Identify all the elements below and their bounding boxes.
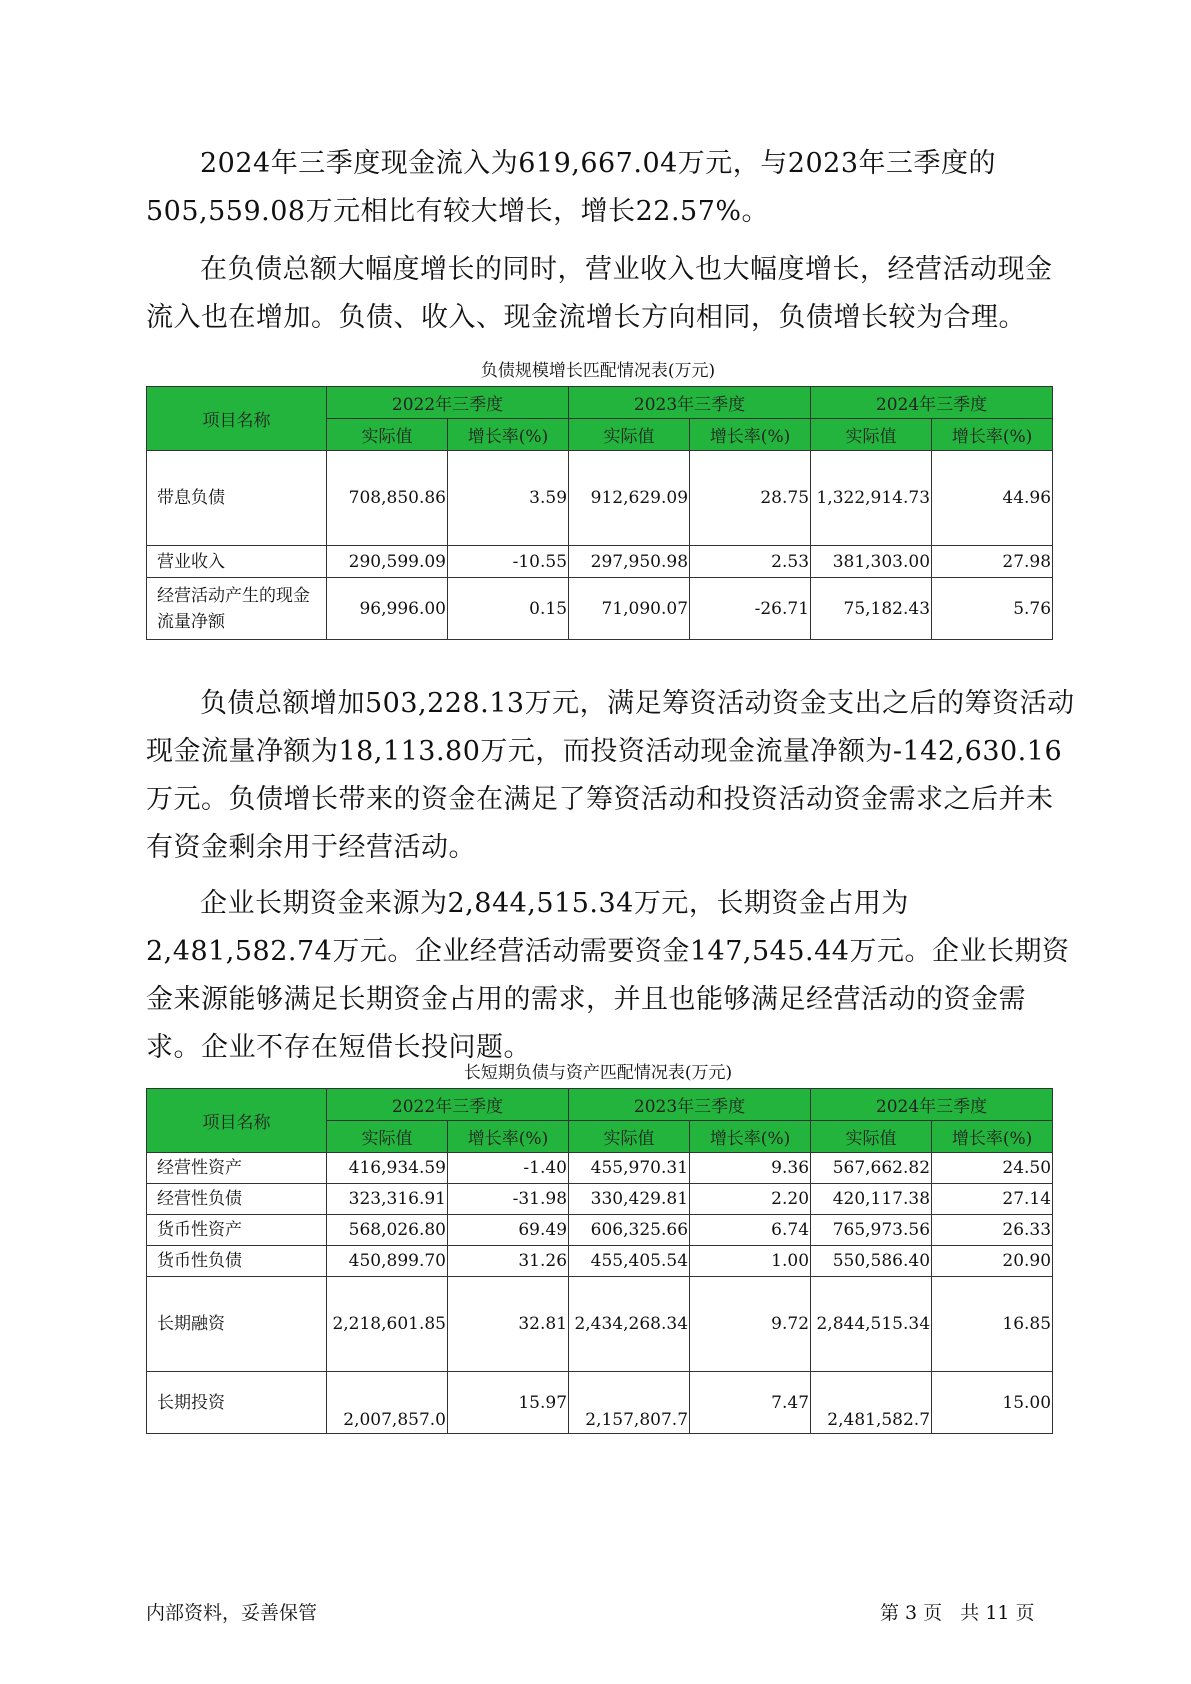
cell-value: 9.36 (690, 1153, 811, 1184)
cell-value: 708,850.86 (327, 451, 448, 546)
cell-value: 24.50 (932, 1153, 1053, 1184)
cell-value: 20.90 (932, 1246, 1053, 1277)
cell-value: 26.33 (932, 1215, 1053, 1246)
cell-value: 330,429.81 (569, 1184, 690, 1215)
cell-value: 27.14 (932, 1184, 1053, 1215)
cell-value: 2,007,857.0 (327, 1372, 448, 1434)
cell-value: 550,586.40 (811, 1246, 932, 1277)
table-row (147, 1184, 1053, 1215)
footer-confidential-note: 内部资料，妥善保管 (146, 1602, 318, 1624)
cell-value: -31.98 (448, 1184, 569, 1215)
header-period: 2024年三季度 (811, 387, 1053, 419)
row-label: 带息负债 (147, 451, 327, 546)
cell-value: 75,182.43 (811, 578, 932, 640)
row-label: 长期投资 (147, 1372, 327, 1434)
debt-growth-table (146, 386, 1053, 640)
table-row (147, 1277, 1053, 1372)
asset-liability-match-table (146, 1088, 1053, 1434)
cell-value: 15.00 (932, 1372, 1053, 1434)
header-item-name: 项目名称 (147, 1089, 327, 1153)
table2-caption: 长短期负债与资产匹配情况表(万元) (463, 1063, 733, 1083)
cell-value: 912,629.09 (569, 451, 690, 546)
header-period: 2024年三季度 (811, 1089, 1053, 1121)
cell-value: 606,325.66 (569, 1215, 690, 1246)
header-actual: 实际值 (327, 1121, 448, 1153)
row-label: 经营性资产 (147, 1153, 327, 1184)
row-label: 长期融资 (147, 1277, 327, 1372)
table-row (147, 1153, 1053, 1184)
cell-value: 2.53 (690, 546, 811, 578)
cell-value: 0.15 (448, 578, 569, 640)
header-period: 2023年三季度 (569, 1089, 811, 1121)
header-actual: 实际值 (569, 419, 690, 451)
table-row (147, 546, 1053, 578)
header-growth: 增长率(%) (932, 1121, 1053, 1153)
header-period: 2022年三季度 (327, 387, 569, 419)
cell-value: 32.81 (448, 1277, 569, 1372)
header-actual: 实际值 (327, 419, 448, 451)
header-growth: 增长率(%) (448, 419, 569, 451)
cell-value: 568,026.80 (327, 1215, 448, 1246)
cell-value: 9.72 (690, 1277, 811, 1372)
header-growth: 增长率(%) (932, 419, 1053, 451)
table-row (147, 1246, 1053, 1277)
cell-value: 290,599.09 (327, 546, 448, 578)
table-row (147, 1215, 1053, 1246)
table1-caption: 负债规模增长匹配情况表(万元) (480, 361, 716, 381)
header-actual: 实际值 (811, 419, 932, 451)
footer-page-number: 第 3 页 共 11 页 (880, 1602, 1035, 1624)
row-label: 营业收入 (147, 546, 327, 578)
cell-value: 27.98 (932, 546, 1053, 578)
cell-value: 7.47 (690, 1372, 811, 1434)
cell-value: 567,662.82 (811, 1153, 932, 1184)
cell-value: 2.20 (690, 1184, 811, 1215)
paragraph-debt-growth: 在负债总额大幅度增长的同时，营业收入也大幅度增长，经营活动现金流入也在增加。负债、收入、现金流增长方向相同，负债增长较为合理。 (146, 254, 1053, 333)
cell-value: -10.55 (448, 546, 569, 578)
row-label: 经营性负债 (147, 1184, 327, 1215)
header-period: 2023年三季度 (569, 387, 811, 419)
cell-value: 15.97 (448, 1372, 569, 1434)
cell-value: 455,405.54 (569, 1246, 690, 1277)
paragraph-long-term-funds: 企业长期资金来源为2,844,515.34万元，长期资金占用为2,481,582.74万元。企业经营活动需要资金147,545.44万元。企业长期资金来源能够满足长期资金占用的需求，并且也能够满足经营活动的资金需求。企业不存在短借长投问题。 (146, 888, 1070, 1063)
cell-value: 2,481,582.7 (811, 1372, 932, 1434)
cell-value: -1.40 (448, 1153, 569, 1184)
header-item-name: 项目名称 (147, 387, 327, 451)
cell-value: 2,844,515.34 (811, 1277, 932, 1372)
row-label: 货币性负债 (147, 1246, 327, 1277)
cell-value: 416,934.59 (327, 1153, 448, 1184)
cell-value: 1.00 (690, 1246, 811, 1277)
cell-value: 1,322,914.73 (811, 451, 932, 546)
cell-value: 44.96 (932, 451, 1053, 546)
table-row (147, 1372, 1053, 1434)
header-actual: 实际值 (811, 1121, 932, 1153)
paragraph-debt-increase: 负债总额增加503,228.13万元，满足筹资活动资金支出之后的筹资活动现金流量净额为18,113.80万元，而投资活动现金流量净额为-142,630.16万元。负债增长带来的资金在满足了筹资活动和投资活动资金需求之后并未有资金剩余用于经营活动。 (146, 688, 1075, 863)
cell-value: 2,157,807.7 (569, 1372, 690, 1434)
cell-value: 455,970.31 (569, 1153, 690, 1184)
row-label: 经营活动产生的现金流量净额 (147, 578, 327, 640)
cell-value: 765,973.56 (811, 1215, 932, 1246)
table-row (147, 451, 1053, 546)
header-growth: 增长率(%) (690, 1121, 811, 1153)
cell-value: 450,899.70 (327, 1246, 448, 1277)
header-actual: 实际值 (569, 1121, 690, 1153)
cell-value: 420,117.38 (811, 1184, 932, 1215)
cell-value: -26.71 (690, 578, 811, 640)
cell-value: 2,434,268.34 (569, 1277, 690, 1372)
table-row (147, 578, 1053, 640)
cell-value: 16.85 (932, 1277, 1053, 1372)
cell-value: 2,218,601.85 (327, 1277, 448, 1372)
cell-value: 71,090.07 (569, 578, 690, 640)
cell-value: 381,303.00 (811, 546, 932, 578)
cell-value: 297,950.98 (569, 546, 690, 578)
paragraph-cashflow: 2024年三季度现金流入为619,667.04万元，与2023年三季度的505,559.08万元相比有较大增长，增长22.57%。 (146, 148, 997, 227)
row-label: 货币性资产 (147, 1215, 327, 1246)
cell-value: 69.49 (448, 1215, 569, 1246)
cell-value: 6.74 (690, 1215, 811, 1246)
header-period: 2022年三季度 (327, 1089, 569, 1121)
cell-value: 5.76 (932, 578, 1053, 640)
cell-value: 28.75 (690, 451, 811, 546)
cell-value: 96,996.00 (327, 578, 448, 640)
header-growth: 增长率(%) (448, 1121, 569, 1153)
header-growth: 增长率(%) (690, 419, 811, 451)
cell-value: 3.59 (448, 451, 569, 546)
cell-value: 323,316.91 (327, 1184, 448, 1215)
cell-value: 31.26 (448, 1246, 569, 1277)
